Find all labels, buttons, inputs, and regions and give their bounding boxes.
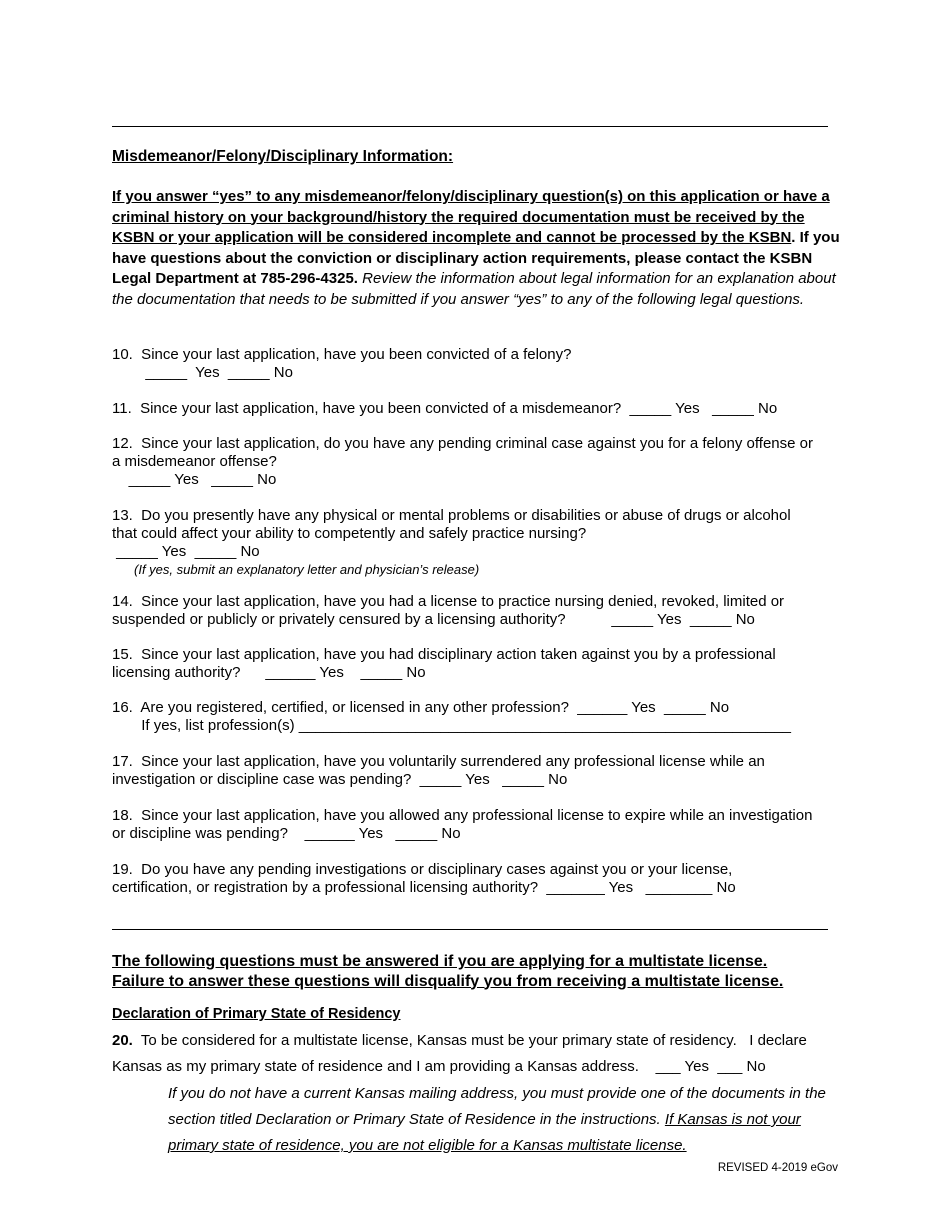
question-text[interactable]: suspended or publicly or privately censured by a licensing authority? _____ Yes _____ No — [112, 611, 755, 628]
question-text: 15. Since your last application, have you had disciplinary action taken against you by a professional — [112, 646, 776, 663]
question-text: 13. Do you presently have any physical or mental problems or disabilities or abuse of drugs or alcohol — [112, 507, 791, 524]
section-title: Misdemeanor/Felony/Disciplinary Information: — [112, 148, 454, 165]
question-text: 18. Since your last application, have you allowed any professional license to expire while an investigation — [112, 807, 813, 824]
warning-italic: Review the information about legal information for an explanation about the documentation that needs to be submitted if you answer “yes” to any of the following legal questions. — [112, 270, 836, 308]
question-text[interactable]: or discipline was pending? ______ Yes _____ No — [112, 825, 461, 842]
answer-line[interactable]: _____ Yes _____ No — [112, 471, 277, 488]
middle-divider — [112, 929, 828, 930]
answer-line[interactable]: Kansas as my primary state of residence and I am providing a Kansas address. ___ Yes ___ No — [112, 1058, 766, 1075]
question-text: To be considered for a multistate license, Kansas must be your primary state of residency. I declare — [132, 1032, 807, 1049]
question-text: a misdemeanor offense? — [112, 453, 277, 470]
question-17 — [112, 753, 842, 789]
question-19 — [112, 861, 842, 897]
question-text: 19. Do you have any pending investigations or disciplinary cases against you or your license, — [112, 861, 733, 878]
multistate-heading-line: Failure to answer these questions will disqualify you from receiving a multistate license. — [112, 972, 784, 990]
question-15 — [112, 646, 842, 682]
declaration-title: Declaration of Primary State of Residency — [112, 1006, 401, 1022]
question-14 — [112, 593, 842, 629]
answer-line[interactable]: _____ Yes _____ No — [112, 364, 293, 381]
question-text[interactable]: investigation or discipline case was pending? _____ Yes _____ No — [112, 771, 568, 788]
legal-warning — [112, 187, 842, 310]
question-13 — [112, 507, 842, 579]
warning-underlined: If you answer “yes” to any misdemeanor/felony/disciplinary question(s) on this application or have a criminal history on your background/history the required documentation must be received by the KSBN or your application will be considered incomplete and cannot be processed by the KSBN — [112, 188, 830, 246]
question-text: 12. Since your last application, do you have any pending criminal case against you for a felony offense or — [112, 435, 813, 452]
residency-note-text: If you do not have a current Kansas mailing address, you must provide one of the documents in the section titled Declaration or Primary State of Residence in the instructions. — [168, 1085, 826, 1128]
multistate-heading — [112, 952, 783, 991]
residency-note-underlined: If Kansas is not your primary state of residence, you are not eligible for a Kansas multistate license. — [168, 1111, 801, 1154]
question-text: that could affect your ability to competently and safely practice nursing? — [112, 525, 587, 542]
revision-footer: REVISED 4-2019 eGov — [717, 1162, 838, 1174]
question-text[interactable]: licensing authority? ______ Yes _____ No — [112, 664, 426, 681]
question-text: 17. Since your last application, have you voluntarily surrendered any professional license while an — [112, 753, 765, 770]
question-16 — [112, 699, 842, 735]
top-divider — [112, 126, 828, 127]
question-11 — [112, 400, 842, 418]
question-text[interactable]: certification, or registration by a professional licensing authority? _______ Yes ________ No — [112, 879, 736, 896]
profession-field[interactable]: If yes, list profession(s) ___________________________________________________________ — [112, 717, 791, 734]
multistate-heading-line: The following questions must be answered if you are applying for a multistate license. — [112, 953, 768, 970]
question-number: 20. — [112, 1032, 133, 1049]
question-text[interactable]: 11. Since your last application, have you been convicted of a misdemeanor? _____ Yes _____ No — [112, 400, 778, 417]
question-10 — [112, 346, 842, 382]
question-note: (If yes, submit an explanatory letter and physician’s release) — [134, 562, 480, 577]
question-18 — [112, 807, 842, 843]
residency-note — [168, 1081, 842, 1159]
warning-bold: . If you have questions about the conviction or disciplinary action requirements, please contact the KSBN Legal Department at 785-296-4325. — [112, 229, 840, 287]
question-text[interactable]: 16. Are you registered, certified, or licensed in any other profession? ______ Yes _____ No — [112, 699, 730, 716]
question-20 — [112, 1028, 842, 1080]
question-text: 10. Since your last application, have you been convicted of a felony? — [112, 346, 572, 363]
answer-line[interactable]: _____ Yes _____ No — [112, 543, 260, 560]
question-text: 14. Since your last application, have you had a license to practice nursing denied, revoked, limited or — [112, 593, 785, 610]
question-12 — [112, 435, 842, 489]
